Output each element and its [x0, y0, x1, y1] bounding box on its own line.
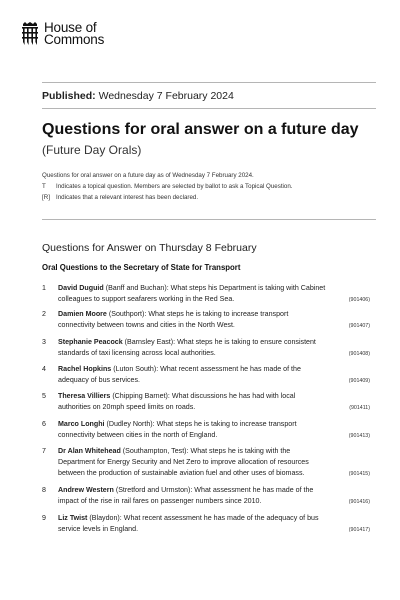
member-constituency: (Chipping Barnet): — [112, 392, 170, 400]
question-ref: (901415) — [348, 471, 370, 477]
member-name: Stephanie Peacock — [58, 338, 123, 346]
member-name: Andrew Western — [58, 486, 114, 494]
question-text: What recent assessment he has made of the adequacy of bus services. — [58, 365, 301, 384]
question-ref: (901413) — [348, 433, 370, 439]
member-name: Marco Longhi — [58, 420, 105, 428]
question-ref: (901408) — [348, 351, 370, 357]
page-title: Questions for oral answer on a future day — [42, 121, 359, 138]
portcullis-icon — [20, 22, 40, 46]
question-text: What assessment he has made of the impact of the rise in rail fares on passenger numbers since 2010. — [58, 486, 314, 505]
legend-item-topical — [42, 183, 293, 190]
divider — [42, 219, 376, 220]
question-text: What steps he is taking to increase transport connectivity between cities in the north of England. — [58, 420, 297, 439]
member-name: David Duguid — [58, 284, 104, 292]
legend-key: T — [42, 183, 46, 190]
question-text: What steps he is taking with the Department for Energy Security and Net Zero to improve allocation of resources between the production of sustainable aviation fuel and other uses of biomass. — [58, 447, 309, 477]
member-name: Dr Alan Whitehead — [58, 447, 121, 455]
department-title: Oral Questions to the Secretary of State for Transport — [42, 263, 241, 272]
question-ref: (901407) — [348, 323, 370, 329]
question-number: 3 — [42, 338, 46, 346]
question-number: 4 — [42, 365, 46, 373]
question-number: 6 — [42, 420, 46, 428]
member-constituency: (Barnsley East): — [124, 338, 176, 346]
legend-item-interest — [42, 194, 198, 201]
question-number: 5 — [42, 392, 46, 400]
question-number: 1 — [42, 284, 46, 292]
member-constituency: (Southport): — [108, 310, 147, 318]
question-text: What steps he is taking to ensure consistent standards of taxi licensing across local authorities. — [58, 338, 316, 357]
house-of-commons-logo — [20, 22, 104, 46]
published-date: Wednesday 7 February 2024 — [98, 90, 234, 102]
legend-text: Indicates a topical question. Members are selected by ballot to ask a Topical Question. — [56, 183, 293, 190]
legend-text: Indicates that a relevant interest has been declared. — [56, 194, 199, 201]
member-name: Liz Twist — [58, 514, 88, 522]
member-constituency: (Blaydon): — [89, 514, 122, 522]
question-ref: (901416) — [348, 499, 370, 505]
divider — [42, 82, 376, 83]
question-number: 8 — [42, 486, 46, 494]
member-constituency: (Southampton, Test): — [122, 447, 189, 455]
member-name: Theresa Villiers — [58, 392, 111, 400]
question-number: 7 — [42, 447, 46, 455]
logo-line-2: Commons — [44, 32, 105, 47]
question-text: What discussions he has had with local authorities on 20mph speed limits on roads. — [58, 392, 296, 411]
question-ref: (901411) — [349, 405, 370, 411]
published-line — [42, 90, 234, 102]
legend-key: [R] — [42, 194, 50, 201]
question-ref: (901406) — [348, 297, 370, 303]
question-text: What steps his Department is taking with Cabinet colleagues to support seafarers working in the Red Sea. — [58, 284, 326, 303]
page-subtitle: (Future Day Orals) — [42, 143, 142, 157]
member-name: Rachel Hopkins — [58, 365, 112, 373]
question-ref: (901417) — [348, 527, 370, 533]
question-ref: (901409) — [348, 378, 370, 384]
member-constituency: (Dudley North): — [106, 420, 155, 428]
section-title: Questions for Answer on Thursday 8 February — [42, 242, 257, 254]
question-number: 2 — [42, 310, 46, 318]
question-text: What steps he is taking to increase transport connectivity between towns and cities in the North West. — [58, 310, 289, 329]
question-number: 9 — [42, 514, 46, 522]
published-label: Published: — [42, 90, 96, 102]
logo-line-1: House of — [44, 20, 97, 35]
divider — [42, 108, 376, 109]
member-constituency: (Stretford and Urmston): — [115, 486, 193, 494]
member-constituency: (Luton South): — [113, 365, 159, 373]
member-name: Damien Moore — [58, 310, 107, 318]
question-text: What recent assessment he has made of the adequacy of bus service levels in England. — [58, 514, 319, 533]
intro-text: Questions for oral answer on a future day as of Wednesday 7 February 2024. — [42, 172, 254, 179]
logo-text — [44, 22, 104, 46]
member-constituency: (Banff and Buchan): — [105, 284, 169, 292]
